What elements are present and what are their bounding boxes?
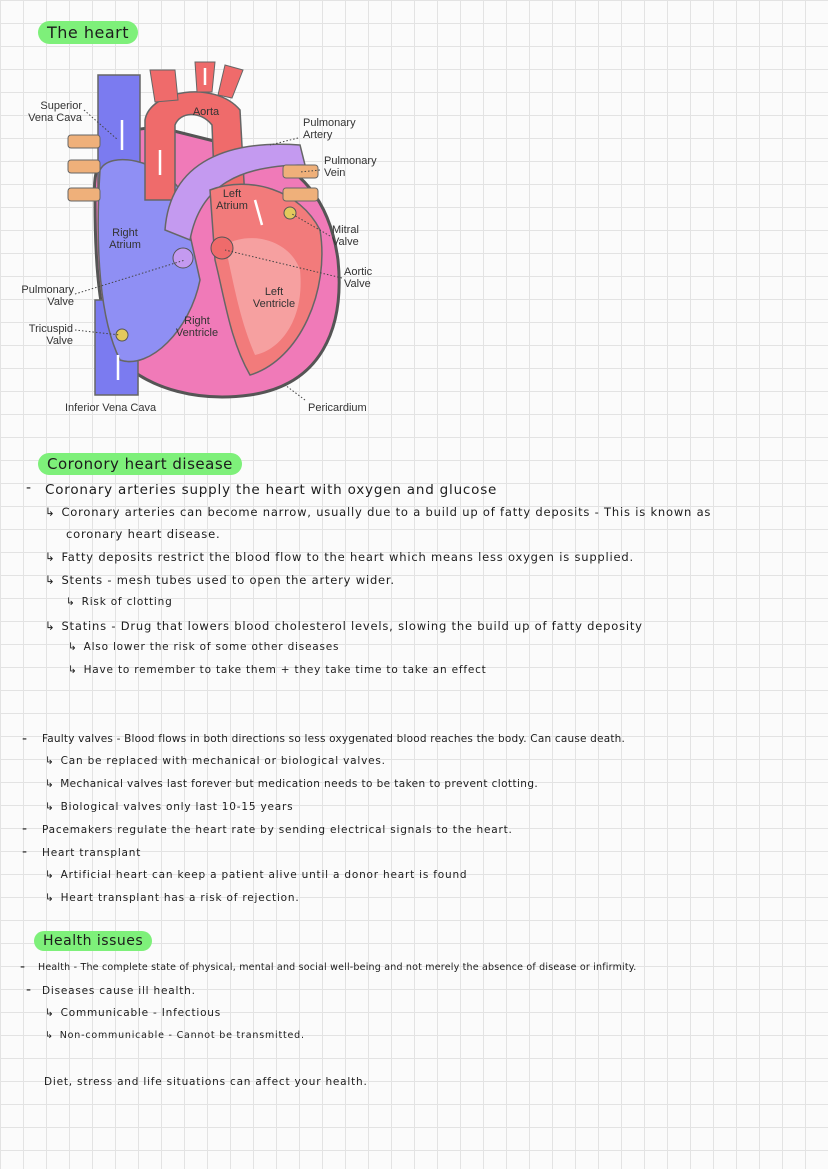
valves-line-1: Faulty valves - Blood flows in both directions so less oxygenated blood reaches the body. Can cause death.: [42, 733, 626, 745]
coronary-line-2b: coronary heart disease.: [66, 527, 221, 541]
coronary-line-5: ↳ Risk of clotting: [66, 596, 173, 608]
health-line-3: ↳ Communicable - Infectious: [45, 1007, 222, 1019]
coronary-line-6: ↳ Statins - Drug that lowers blood cholesterol levels, slowing the build up of fatty deposity: [45, 619, 643, 633]
label-pulmonary-artery: Pulmonary Artery: [303, 117, 356, 141]
arrow-icon: ↳: [45, 801, 55, 813]
pulmonary-valve-shape: [173, 248, 193, 268]
label-superior-vena-cava: Superior Vena Cava: [28, 100, 82, 124]
valves-line-3: ↳ Mechanical valves last forever but medication needs to be taken to prevent clotting.: [45, 778, 539, 790]
mitral-valve-shape: [284, 207, 296, 219]
label-mitral-valve: Mitral Valve: [332, 224, 359, 248]
bullet-dash: -: [22, 731, 28, 747]
coronary-line-3: ↳ Fatty deposits restrict the blood flow to the heart which means less oxygen is supplied.: [45, 550, 634, 564]
arrow-icon: ↳: [45, 869, 55, 881]
health-line-4: ↳ Non-communicable - Cannot be transmitted.: [45, 1030, 305, 1041]
bullet-dash: -: [22, 821, 28, 837]
valves-line-4: ↳ Biological valves only last 10-15 years: [45, 801, 294, 813]
label-left-atrium: Left Atrium: [216, 188, 248, 212]
health-heading: Health issues: [34, 931, 152, 951]
label-aorta: Aorta: [192, 106, 220, 118]
bullet-dash: -: [26, 480, 32, 496]
label-right-atrium: Right Atrium: [109, 227, 141, 251]
valves-line-8: ↳ Heart transplant has a risk of rejection.: [45, 892, 300, 904]
arrow-icon: ↳: [45, 505, 56, 519]
label-left-ventricle: Left Ventricle: [252, 286, 296, 310]
label-right-ventricle: Right Ventricle: [175, 315, 219, 339]
arrow-icon: ↳: [68, 641, 78, 653]
label-aortic-valve: Aortic Valve: [344, 266, 373, 290]
label-pulmonary-valve: Pulmonary Valve: [21, 284, 74, 308]
arrow-icon: ↳: [45, 778, 55, 790]
bullet-dash: -: [26, 982, 32, 998]
arrow-icon: ↳: [66, 596, 76, 608]
coronary-line-2a: ↳ Coronary arteries can become narrow, usually due to a build up of fatty deposits - This is known as: [45, 505, 712, 519]
health-line-5: Diet, stress and life situations can affect your health.: [44, 1076, 368, 1088]
label-pericardium: Pericardium: [308, 402, 367, 414]
arrow-icon: ↳: [45, 550, 56, 564]
aortic-valve-shape: [211, 237, 233, 259]
label-inferior-vena-cava: Inferior Vena Cava: [65, 402, 157, 414]
arrow-icon: ↳: [45, 1030, 54, 1041]
page-title: The heart: [38, 21, 138, 44]
coronary-line-1: Coronary arteries supply the heart with oxygen and glucose: [45, 482, 498, 498]
arrow-icon: ↳: [45, 573, 56, 587]
coronary-line-4: ↳ Stents - mesh tubes used to open the artery wider.: [45, 573, 395, 587]
label-tricuspid-valve: Tricuspid Valve: [28, 323, 73, 347]
arrow-icon: ↳: [45, 892, 55, 904]
arrow-icon: ↳: [68, 664, 78, 676]
coronary-line-7: ↳ Also lower the risk of some other diseases: [68, 641, 340, 653]
health-line-1: Health - The complete state of physical, mental and social well-being and not merely the absence of disease or infirmity.: [38, 962, 637, 973]
arrow-icon: ↳: [45, 619, 56, 633]
arrow-icon: ↳: [45, 1007, 55, 1019]
bullet-dash: -: [22, 844, 28, 860]
valves-line-2: ↳ Can be replaced with mechanical or biological valves.: [45, 755, 386, 767]
coronary-line-8: ↳ Have to remember to take them + they take time to take an effect: [68, 664, 487, 676]
label-pulmonary-vein: Pulmonary Vein: [324, 155, 377, 179]
valves-line-5: Pacemakers regulate the heart rate by sending electrical signals to the heart.: [42, 824, 513, 836]
health-line-2: Diseases cause ill health.: [42, 985, 196, 997]
bullet-dash: -: [20, 959, 26, 975]
coronary-heading: Coronory heart disease: [38, 453, 242, 475]
arrow-icon: ↳: [45, 755, 55, 767]
valves-line-6: Heart transplant: [42, 847, 142, 859]
valves-line-7: ↳ Artificial heart can keep a patient alive until a donor heart is found: [45, 869, 468, 881]
